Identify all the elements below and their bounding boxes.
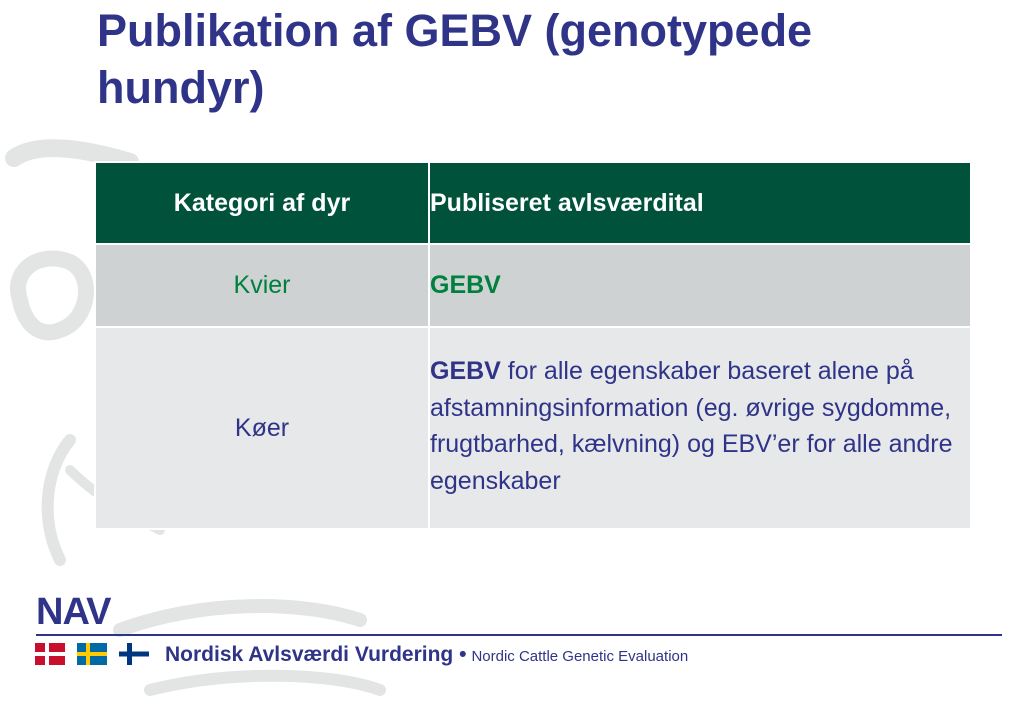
gebv-label: GEBV: [430, 271, 501, 299]
category-cell: Kvier: [95, 244, 429, 327]
table-row: [95, 244, 971, 327]
swedish-flag-icon: [77, 643, 107, 665]
page-title: Publikation af GEBV (genotypede hundyr): [97, 5, 813, 113]
table-row: [95, 327, 971, 529]
flags-group: [35, 643, 151, 665]
column-header-category: Kategori af dyr: [95, 162, 429, 244]
danish-flag-icon: [35, 643, 65, 665]
published-value-cell: [429, 327, 971, 529]
category-cell: Køer: [95, 327, 429, 529]
publication-table: [94, 161, 972, 530]
published-value-text: [430, 353, 970, 503]
footer-divider: [36, 634, 1002, 636]
published-value-description: for alle egenskaber baseret alene på afstamningsinformation (eg. øvrige sygdomme, frugtbarhed, kælvning) og EBV’er for alle andre egenskaber: [430, 357, 953, 495]
footer-org-subtitle: Nordic Cattle Genetic Evaluation: [471, 648, 689, 665]
nav-logo: NAV: [36, 591, 111, 633]
table-header-row: [95, 162, 971, 244]
finnish-flag-icon: [119, 643, 149, 665]
footer-organization: [165, 643, 688, 667]
published-value-cell: [429, 244, 971, 327]
footer-org-name: Nordisk Avlsværdi Vurdering •: [165, 643, 467, 666]
gebv-label: GEBV: [430, 357, 501, 385]
column-header-published-value: Publiseret avlsværdital: [429, 162, 971, 244]
